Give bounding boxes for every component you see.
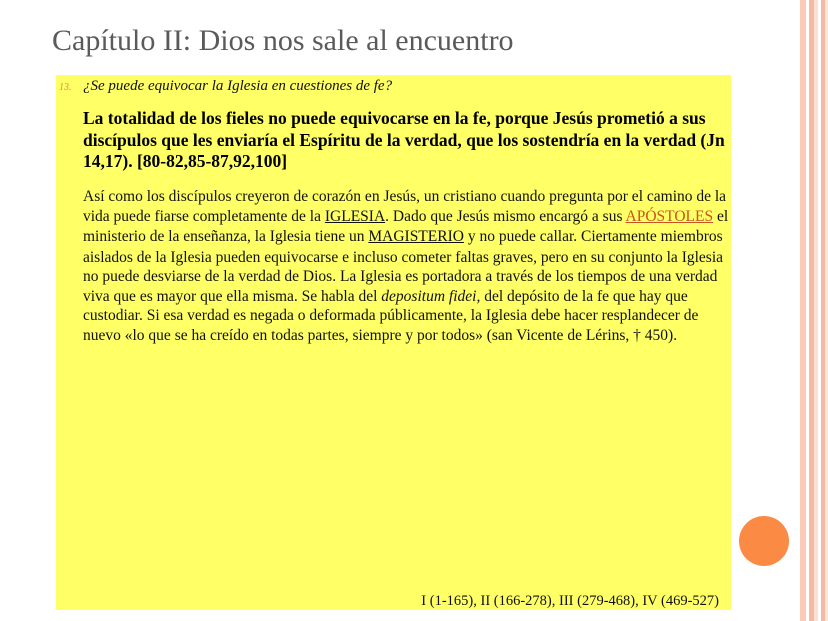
slide-title: Capítulo II: Dios nos sale al encuentro xyxy=(52,24,514,57)
question-number: 13. xyxy=(59,82,72,93)
answer-text: La totalidad de los fieles no puede equivocarse en la fe, porque Jesús prometió a sus discípulos que les enviaría el Espíritu de la verdad, que los sostendría en la verdad (Jn 14,17). [80-82,85-87,92,100] xyxy=(83,108,725,171)
link-magisterio[interactable]: MAGISTERIO xyxy=(368,228,464,245)
body-text-segment: el ministerio de la enseñanza, la Iglesia tiene un xyxy=(83,207,729,245)
body-text-segment: y no puede callar. Ciertamente miembros aislados de la Iglesia pueden equivocarse e incluso cometer faltas graves, pero en su conjunto la Iglesia no puede desviarse de la verdad de Dios. La Iglesia es portadora a través de los tiempos de una verdad viva que es mayor que ella misma. Se habla del xyxy=(83,228,724,305)
body-text-segment: Así como los discípulos creyeron de corazón en Jesús, un cristiano cuando pregunta por el camino de la vida puede fiarse completamente de la xyxy=(83,188,727,225)
link-iglesia[interactable]: IGLESIA xyxy=(324,207,386,225)
section-ranges: I (1-165), II (166-278), III (279-468), IV (469-527) xyxy=(421,593,719,609)
body-text-segment: del depósito de la fe que hay que custodiar. Si esa verdad es negada o deformada públicamente, la Iglesia debe hacer resplandecer de nuevo «lo que se ha creído en todas partes, siempre y por todos» (san Vicente de Lérins, † 450). xyxy=(83,287,699,344)
explanation-paragraph xyxy=(83,187,731,345)
body-text-segment: . Dado que Jesús mismo encargó a sus xyxy=(385,207,626,225)
depositum-fidei-emphasis: depositum fidei, xyxy=(381,287,481,305)
link-apostoles[interactable]: APÓSTOLES xyxy=(625,207,714,225)
circle-button-icon[interactable] xyxy=(739,516,789,566)
question-text: ¿Se puede equivocar la Iglesia en cuestiones de fe? xyxy=(83,78,393,94)
qa-card xyxy=(56,75,731,610)
decorative-side-stripes xyxy=(796,0,828,621)
